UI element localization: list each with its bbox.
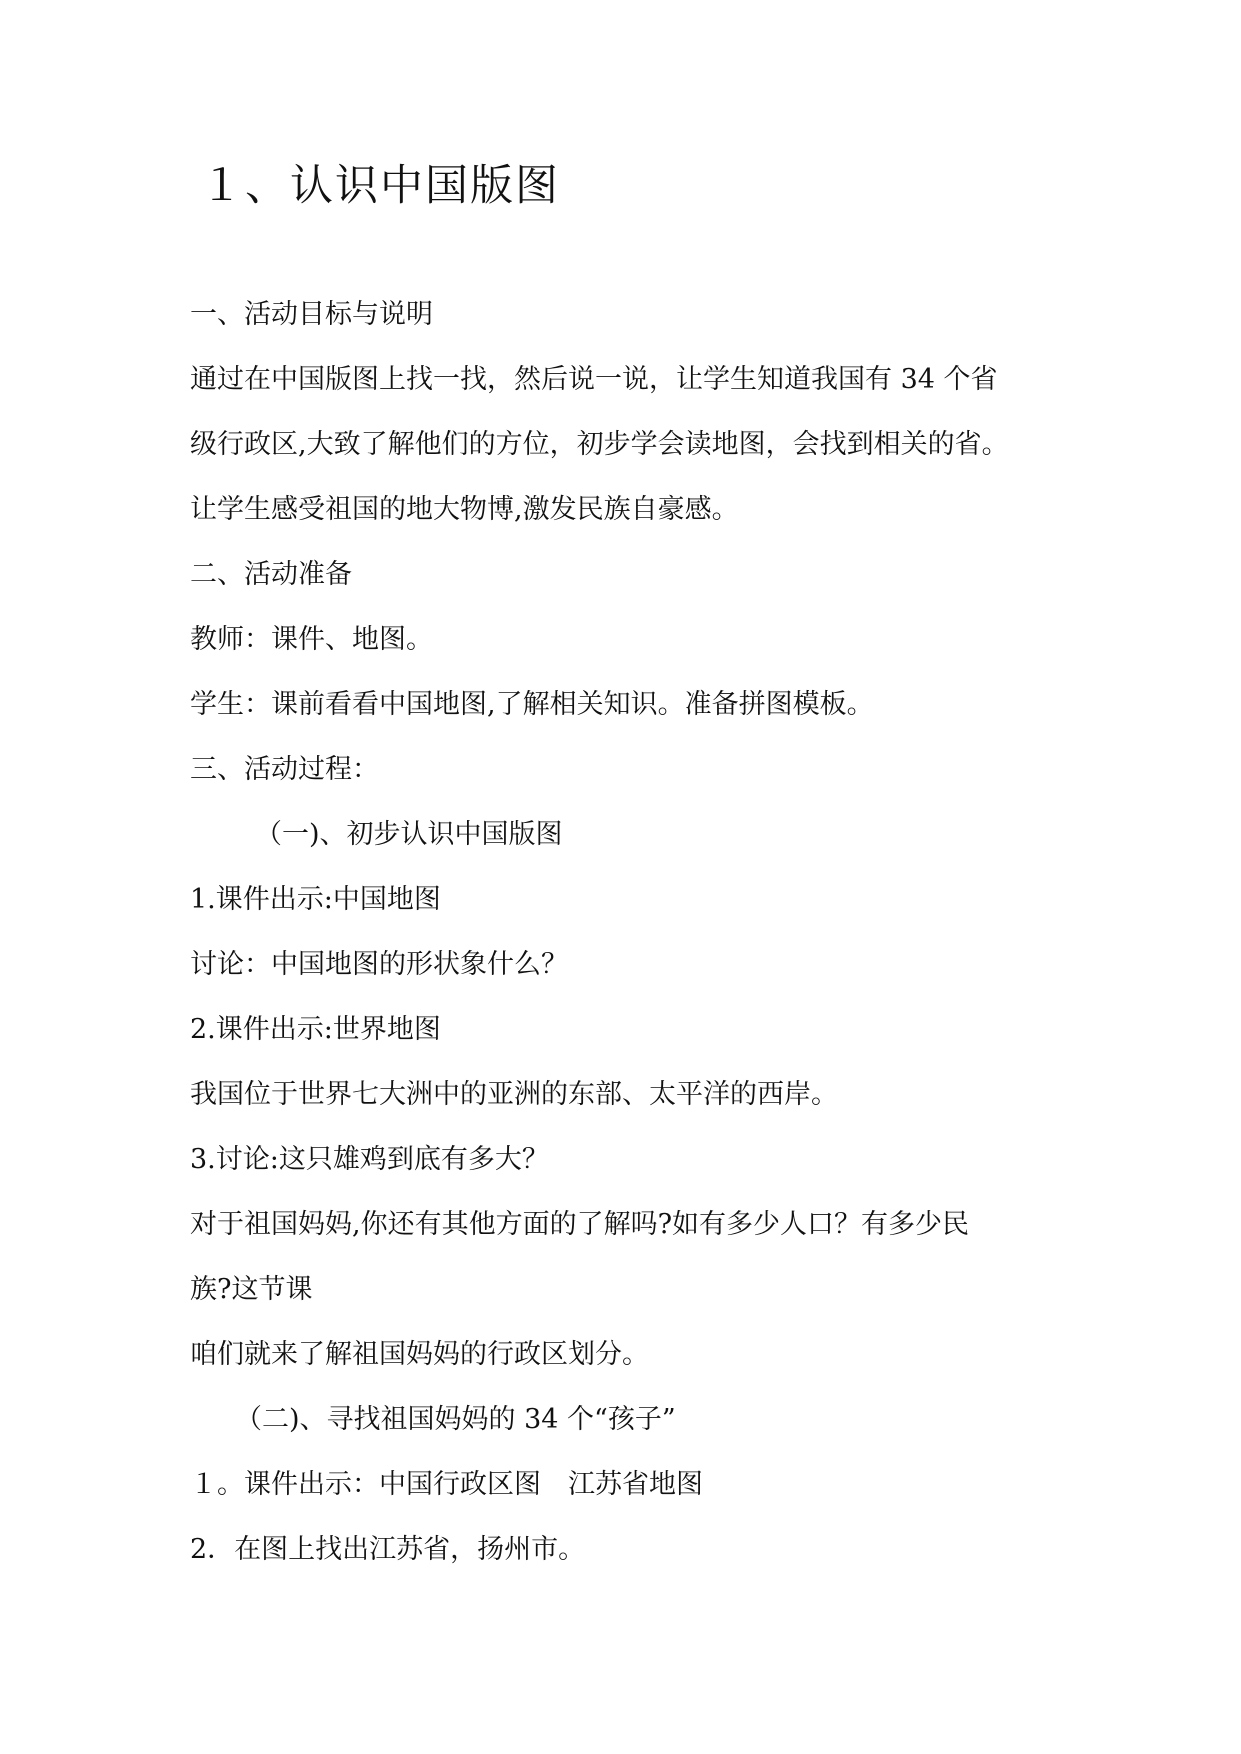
paragraph-line: 族?这节课 [190,1274,313,1305]
paragraph-line: 2．在图上找出江苏省，扬州市。 [190,1534,586,1565]
paragraph-line: 让学生感受祖国的地大物博,激发民族自豪感。 [190,494,739,525]
paragraph-line: 教师：课件、地图。 [190,624,433,655]
paragraph-line: １。课件出示：中国行政区图 江苏省地图 [190,1469,703,1500]
paragraph-line: 咱们就来了解祖国妈妈的行政区划分。 [190,1339,649,1370]
subsection-heading: （一)、初步认识中国版图 [255,819,563,850]
paragraph-line: 讨论：中国地图的形状象什么？ [190,949,568,980]
subsection-heading: （二)、寻找祖国妈妈的 34 个“孩子” [235,1404,676,1435]
section-heading-objectives: 一、活动目标与说明 [190,299,433,330]
document-title: １、认识中国版图 [200,161,560,211]
paragraph-line: 级行政区,大致了解他们的方位，初步学会读地图，会找到相关的省。 [190,429,1009,460]
paragraph-line: 对于祖国妈妈,你还有其他方面的了解吗?如有多少人口？有多少民 [190,1209,970,1240]
paragraph-line: 我国位于世界七大洲中的亚洲的东部、太平洋的西岸。 [190,1079,838,1110]
paragraph-line: 学生：课前看看中国地图,了解相关知识。准备拼图模板。 [190,689,874,720]
paragraph-line: 通过在中国版图上找一找，然后说一说，让学生知道我国有 34 个省 [190,364,998,395]
paragraph-line: 2.课件出示:世界地图 [190,1014,441,1045]
paragraph-line: 1.课件出示:中国地图 [190,884,441,915]
paragraph-line: 3.讨论:这只雄鸡到底有多大？ [190,1144,549,1175]
section-heading-preparation: 二、活动准备 [190,559,352,590]
section-heading-process: 三、活动过程： [190,754,379,785]
